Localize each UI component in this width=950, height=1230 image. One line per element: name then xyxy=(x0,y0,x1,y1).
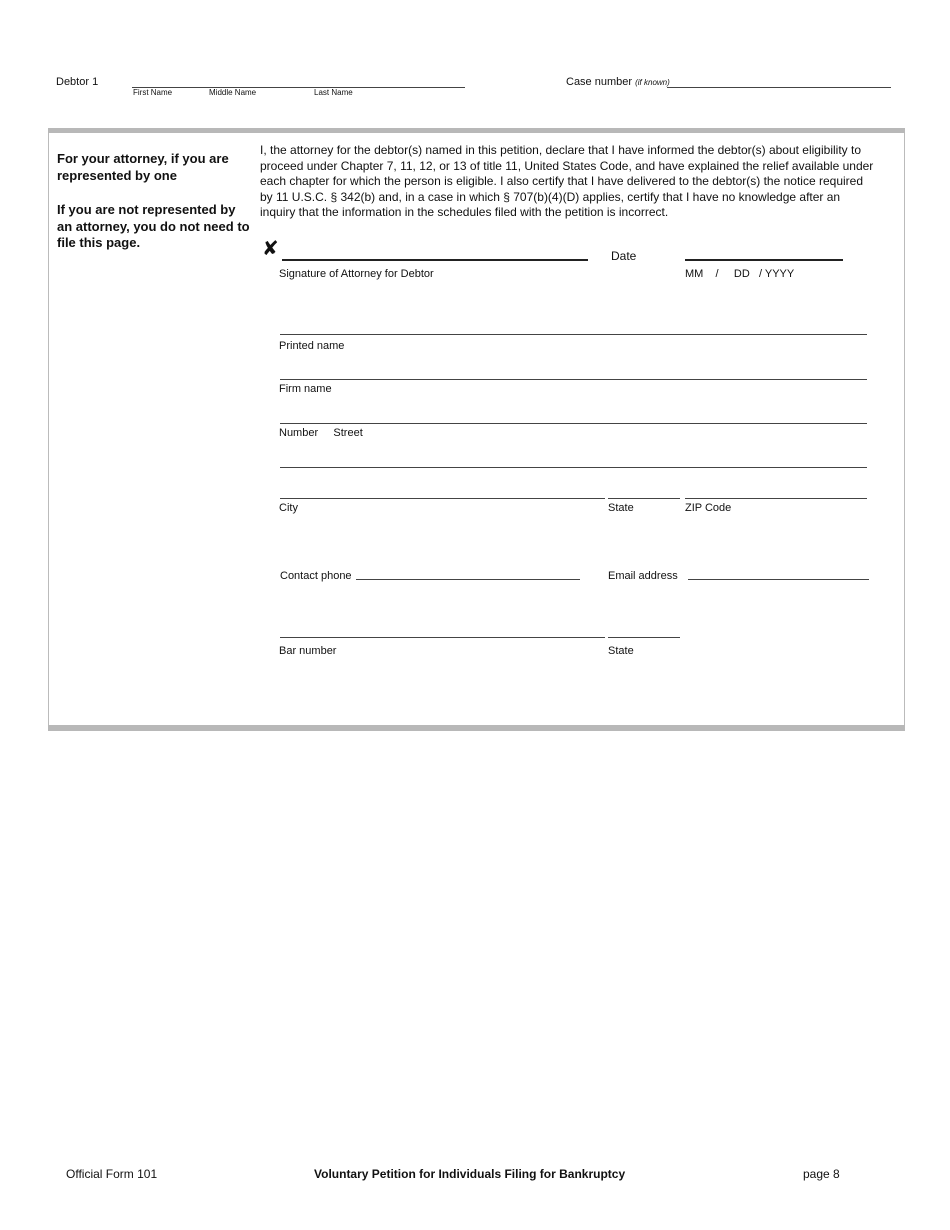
debtor-label: Debtor 1 xyxy=(56,76,99,88)
bar-state-field[interactable] xyxy=(608,637,680,638)
firm-name-label: Firm name xyxy=(279,383,332,395)
section-bottom-bar xyxy=(48,725,905,731)
section-top-bar xyxy=(48,128,905,133)
page-number: page 8 xyxy=(803,1167,840,1181)
bar-state-label: State xyxy=(608,645,634,657)
contact-phone-label: Contact phone xyxy=(280,570,352,582)
form-title: Voluntary Petition for Individuals Filing for Bankruptcy xyxy=(314,1167,626,1181)
signature-x-icon: ✘ xyxy=(262,238,279,260)
debtor-name-field[interactable] xyxy=(132,87,465,88)
street-field[interactable] xyxy=(280,423,867,424)
printed-name-label: Printed name xyxy=(279,340,345,352)
city-label: City xyxy=(279,502,298,514)
number-street-label: Number Street xyxy=(279,427,363,439)
firm-name-field[interactable] xyxy=(280,379,867,380)
first-name-caption: First Name xyxy=(133,88,173,97)
sidebar-heading: For your attorney, if you are represented by one xyxy=(57,151,229,183)
zip-label: ZIP Code xyxy=(685,502,732,514)
contact-phone-field[interactable] xyxy=(356,579,580,580)
middle-name-caption: Middle Name xyxy=(209,88,257,97)
case-number-text: Case number xyxy=(566,76,633,88)
case-number-field[interactable] xyxy=(667,87,891,88)
city-field[interactable] xyxy=(280,498,605,499)
attorney-declaration: I, the attorney for the debtor(s) named in this petition, declare that I have informed the debtor(s) about eligibility to proceed under Chapter 7, 11, 12, or 13 of title 11, United States Code, and have explained the relief available under each chapter for which the person is eligible. I also certify that I have delivered to the debtor(s) the notice required by 11 U.S.C. § 342(b) and, in a case in which § 707(b)(4)(D) applies, certify that I have no knowledge after an inquiry that the information in the schedules filed with the petition is incorrect. xyxy=(260,143,874,220)
email-label: Email address xyxy=(608,570,678,582)
signature-label: Signature of Attorney for Debtor xyxy=(279,268,434,280)
last-name-caption: Last Name xyxy=(314,88,353,97)
street-line-2-field[interactable] xyxy=(280,467,867,468)
date-format-caption: MM / DD / YYYY xyxy=(685,268,795,280)
case-number-note: (if known) xyxy=(635,78,670,87)
email-field[interactable] xyxy=(688,579,869,580)
case-number-label xyxy=(566,76,670,88)
sidebar-note: If you are not represented by an attorney, you do not need to file this page. xyxy=(57,202,250,250)
printed-name-field[interactable] xyxy=(280,334,867,335)
state-label: State xyxy=(608,502,634,514)
attorney-signature-field[interactable] xyxy=(282,259,588,261)
bar-number-label: Bar number xyxy=(279,645,337,657)
bar-number-field[interactable] xyxy=(280,637,605,638)
date-field[interactable] xyxy=(685,259,843,261)
state-field[interactable] xyxy=(608,498,680,499)
zip-field[interactable] xyxy=(685,498,867,499)
date-label: Date xyxy=(611,249,637,263)
form-id: Official Form 101 xyxy=(66,1167,158,1181)
